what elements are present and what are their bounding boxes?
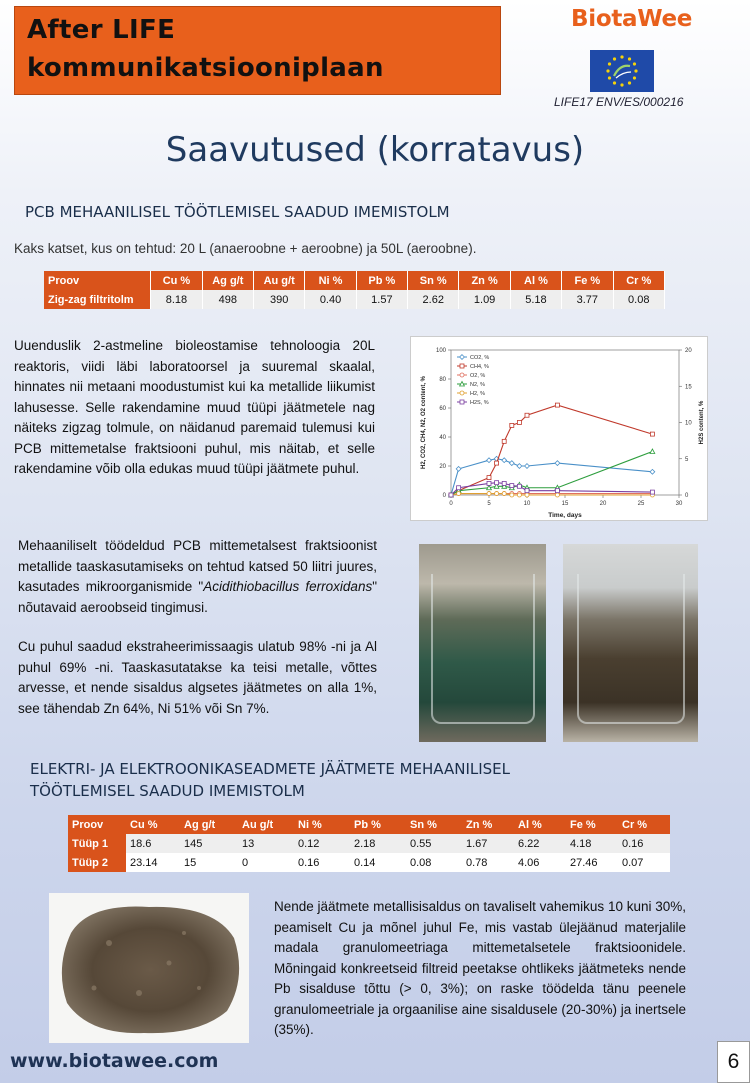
table-cell: 4.06 — [514, 853, 566, 872]
data-point-co2 — [456, 467, 461, 472]
life-project-code: LIFE17 ENV/ES/000216 — [554, 95, 684, 109]
table-cell: 13 — [238, 834, 294, 853]
data-point-co2 — [517, 464, 522, 469]
legend-entry: O2, % — [470, 373, 486, 379]
data-point-ch4 — [487, 476, 491, 480]
col-header: Cr % — [618, 815, 670, 834]
row-label: Zig-zag filtritolm — [44, 290, 151, 309]
dust-sample-photo — [49, 893, 249, 1043]
data-point-h2s — [495, 481, 499, 485]
y-tick-label-left: 100 — [435, 348, 446, 354]
gas-composition-chart — [410, 336, 708, 521]
y-tick-label-right: 15 — [685, 384, 692, 391]
col-header: Au g/t — [238, 815, 294, 834]
table-cell: 390 — [253, 290, 304, 309]
table-cell: 0.16 — [618, 834, 670, 853]
table-row — [44, 290, 665, 309]
col-header: Fe % — [562, 271, 613, 290]
header-title-line1: After LIFE — [27, 15, 176, 45]
plot-area — [451, 350, 679, 495]
legend-entry: N2, % — [470, 382, 485, 388]
y-tick-label-right: 0 — [685, 493, 689, 499]
table-header-row — [68, 815, 670, 834]
table-header-row — [44, 271, 665, 290]
table-cell: 0.08 — [406, 853, 462, 872]
data-point-h2 — [457, 492, 461, 496]
website-link[interactable]: www.biotawee.com — [10, 1050, 219, 1072]
data-point-ch4 — [502, 439, 506, 443]
x-tick-label: 10 — [523, 501, 531, 507]
aerobic-test-paragraph: Mehaaniliselt töödeldud PCB mittemetalsest fraktsioonist metallide taaskasutamiseks on tehtud katsed 50 liitri juures, kasutades mikroorganismide "Acidithiobacillus ferroxidans" nõutavaid aeroobseid tingimusi. — [18, 538, 377, 615]
col-header: Ag g/t — [202, 271, 253, 290]
series-line-n2 — [451, 452, 652, 496]
y-tick-label-right: 10 — [685, 420, 692, 427]
row-label: Tüüp 1 — [68, 834, 126, 853]
legend-entry: CO2, % — [470, 355, 490, 361]
table-cell: 3.77 — [562, 290, 613, 309]
col-header: Proov — [44, 271, 151, 290]
col-header: Au g/t — [253, 271, 304, 290]
y-tick-label-left: 20 — [439, 464, 446, 470]
weee-dust-paragraph: Nende jäätmete metallisisaldus on tavaliselt vahemikus 10 kuni 30%, peamiselt Cu ja mõnel juhul Fe, mis vastab ülejäänud materjalile madala granulomeetriaga mittemetalsetele fraktsioonidele. Mõningaid konkreetseid filtreid peetakse ohtlikeks jäätmeteks nende Pb sisalduse tõttu (> 0, 3%); on raske töödelda tänu peenele granulomeetriale ja orgaanilise aine sisaldusele (20-30%) ja inertsele (35%). — [274, 899, 686, 1037]
col-header: Sn % — [408, 271, 459, 290]
data-point-co2 — [502, 458, 507, 463]
table-cell: 5.18 — [510, 290, 561, 309]
section1-title: PCB MEHAANILISEL TÖÖTLEMISEL SAADUD IMEMISTOLM — [25, 203, 450, 221]
data-point-h2 — [517, 493, 521, 497]
legend-marker — [460, 373, 464, 377]
table-cell: 0.78 — [462, 853, 514, 872]
x-tick-label: 30 — [675, 501, 683, 507]
data-point-co2 — [555, 461, 560, 466]
col-header: Ni % — [305, 271, 356, 290]
legend-marker — [460, 400, 464, 404]
data-point-co2 — [650, 469, 655, 474]
x-axis-label: Time, days — [548, 512, 582, 519]
data-point-h2 — [495, 492, 499, 496]
weee-metals-table — [68, 815, 670, 872]
chart-svg — [411, 337, 709, 522]
legend-marker — [460, 364, 464, 368]
col-header: Cu % — [151, 271, 202, 290]
series-line-ch4 — [451, 405, 652, 495]
table-cell: 1.57 — [356, 290, 407, 309]
table-cell: 0.55 — [406, 834, 462, 853]
col-header: Fe % — [566, 815, 618, 834]
section2-title: ELEKTRI- JA ELEKTROONIKASEADMETE JÄÄTMETE MEHAANILISEL TÖÖTLEMISEL SAADUD IMEMISTOLM — [30, 760, 511, 800]
table-cell: 0 — [238, 853, 294, 872]
y-tick-label-left: 40 — [439, 435, 446, 441]
page-number: 6 — [717, 1041, 750, 1083]
table-cell: 1.67 — [462, 834, 514, 853]
y-tick-label-left: 80 — [439, 377, 446, 383]
table-cell: 1.09 — [459, 290, 510, 309]
data-point-co2 — [487, 458, 492, 463]
data-point-ch4 — [510, 423, 514, 427]
data-point-ch4 — [650, 432, 654, 436]
y-tick-label-left: 0 — [442, 493, 446, 499]
table-cell: 0.16 — [294, 853, 350, 872]
col-header: Cr % — [613, 271, 665, 290]
table-cell: 4.18 — [566, 834, 618, 853]
reactor-photo-brown — [563, 544, 698, 742]
col-header: Ni % — [294, 815, 350, 834]
col-header: Cu % — [126, 815, 180, 834]
bioleaching-paragraph: Uuenduslik 2-astmeline bioleostamise tehnoloogia 20L reaktoris, viidi läbi laboratoorsel ja suuremal skaalal, hinnates nii metaani moodustumist kui ka metallide liikumist lahusesse. Selle rakendamine muud tüüpi jäätmetele nag näiteks zigzag tolmule, on näidanud paremaid tulemusi kui PCB mittemetalse fraktsiooni puhul, mis näitab, et selle rakendamine võib olla edukas muud tüüpi jäätmete puhul. — [14, 338, 375, 476]
table-row — [68, 834, 670, 853]
data-point-h2s — [502, 481, 506, 485]
data-point-h2s — [525, 489, 529, 493]
table-cell: 27.46 — [566, 853, 618, 872]
col-header: Zn % — [462, 815, 514, 834]
data-point-n2 — [650, 449, 655, 454]
table-cell: 23.14 — [126, 853, 180, 872]
legend-marker — [460, 355, 465, 360]
row-label: Tüüp 2 — [68, 853, 126, 872]
table-cell: 2.18 — [350, 834, 406, 853]
y-axis-label-left: H2, CO2, CH4, N2, O2 content, % — [421, 375, 427, 470]
x-tick-label: 5 — [487, 501, 491, 507]
data-point-h2 — [525, 493, 529, 497]
y-axis-label-right: H2S content, % — [699, 400, 705, 445]
col-header: Zn % — [459, 271, 510, 290]
table-row — [68, 853, 670, 872]
data-point-h2s — [449, 493, 453, 497]
y-tick-label-left: 60 — [439, 406, 446, 412]
header-banner — [14, 6, 501, 95]
col-header: Pb % — [356, 271, 407, 290]
section1-intro: Kaks katset, kus on tehtud: 20 L (anaeroobne + aeroobne) ja 50L (aeroobne). — [14, 241, 477, 256]
page-title: Saavutused (korratavus) — [165, 130, 585, 170]
table-cell: 0.08 — [613, 290, 665, 309]
header-title-line2: kommunikatsiooniplaan — [27, 53, 384, 83]
legend-entry: H2S, % — [470, 400, 489, 406]
y-tick-label-right: 20 — [685, 348, 692, 354]
zigzag-metals-table — [44, 271, 665, 309]
data-point-ch4 — [517, 421, 521, 425]
x-tick-label: 0 — [449, 501, 453, 507]
biotawee-logo: BiotaWee — [571, 6, 693, 32]
table-cell: 2.62 — [408, 290, 459, 309]
data-point-h2s — [517, 484, 521, 488]
legend-entry: CH4, % — [470, 364, 489, 370]
legend-marker — [460, 391, 464, 395]
table-cell: 498 — [202, 290, 253, 309]
table-cell: 0.07 — [618, 853, 670, 872]
data-point-ch4 — [555, 403, 559, 407]
table-cell: 0.40 — [305, 290, 356, 309]
table-cell: 15 — [180, 853, 238, 872]
table-cell: 6.22 — [514, 834, 566, 853]
data-point-ch4 — [525, 413, 529, 417]
data-point-h2 — [555, 493, 559, 497]
col-header: Sn % — [406, 815, 462, 834]
table-cell: 18.6 — [126, 834, 180, 853]
data-point-co2 — [509, 461, 514, 466]
table-cell: 0.14 — [350, 853, 406, 872]
legend-entry: H2, % — [470, 391, 485, 397]
table-cell: 145 — [180, 834, 238, 853]
table-cell: 0.12 — [294, 834, 350, 853]
data-point-ch4 — [495, 461, 499, 465]
data-point-co2 — [525, 464, 530, 469]
x-tick-label: 15 — [561, 501, 569, 507]
x-tick-label: 25 — [637, 501, 645, 507]
col-header: Al % — [510, 271, 561, 290]
data-point-h2 — [502, 492, 506, 496]
x-tick-label: 20 — [599, 501, 607, 507]
extraction-yield-paragraph: Cu puhul saadud ekstraheerimissaagis ulatub 98% -ni ja Al puhul 69% -ni. Taaskasutatakse ka teisi metalle, võttes arvesse, et nende sisaldus algsetes jäätmetes on alla 1%, see tähendab Zn 64%, Ni 51% või Sn 7%. — [18, 639, 377, 716]
eu-life-flag-icon — [590, 50, 654, 92]
data-point-h2 — [487, 492, 491, 496]
data-point-h2s — [487, 481, 491, 485]
data-point-h2s — [650, 490, 654, 494]
col-header: Ag g/t — [180, 815, 238, 834]
data-point-h2s — [555, 489, 559, 493]
reactor-photo-green — [419, 544, 546, 742]
col-header: Pb % — [350, 815, 406, 834]
col-header: Al % — [514, 815, 566, 834]
series-line-co2 — [451, 459, 652, 495]
data-point-h2 — [510, 493, 514, 497]
col-header: Proov — [68, 815, 126, 834]
y-tick-label-right: 5 — [685, 456, 689, 463]
data-point-h2s — [457, 486, 461, 490]
data-point-h2s — [510, 484, 514, 488]
table-cell: 8.18 — [151, 290, 202, 309]
